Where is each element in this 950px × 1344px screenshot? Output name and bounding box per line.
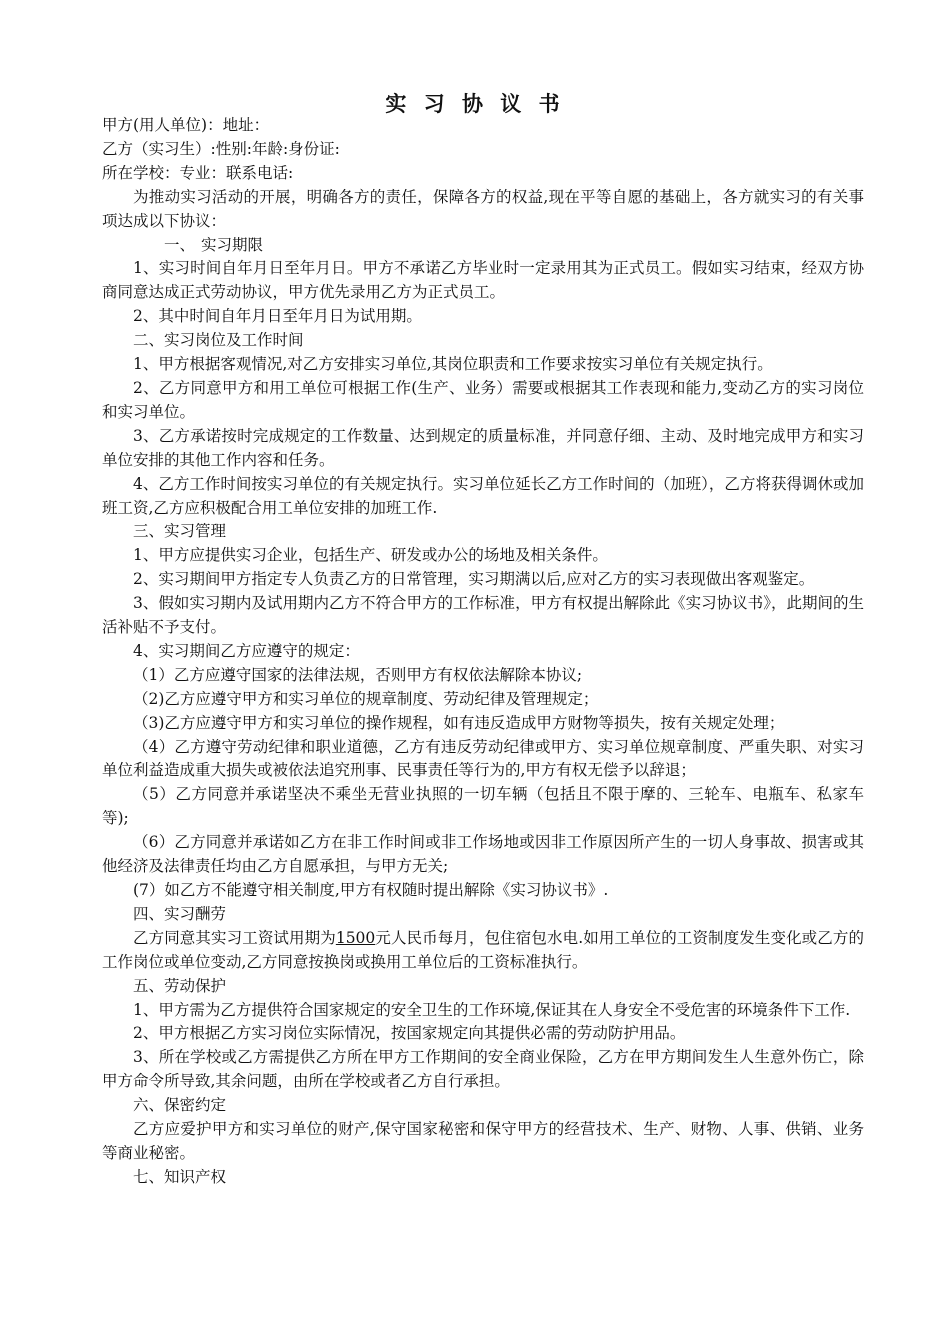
section-2-clause-2: 2、乙方同意甲方和用工单位可根据工作(生产、业务）需要或根据其工作表现和能力,变动乙方的实习岗位和实习单位。: [102, 378, 864, 421]
section-2-heading: 二、实习岗位及工作时间: [133, 331, 304, 350]
section-6-heading: 六、保密约定: [133, 1096, 227, 1115]
section-7-heading: 七、知识产权: [133, 1167, 227, 1186]
section-2-clause-3: 3、乙方承诺按时完成规定的工作数量、达到规定的质量标准，并同意仔细、主动、及时地完成甲方和实习单位安排的其他工作内容和任务。: [102, 426, 864, 469]
section-6-paragraph: 乙方应爱护甲方和实习单位的财产,保守国家秘密和保守甲方的经营技术、生产、财物、人事、供销、业务等商业秘密。: [102, 1120, 864, 1162]
section-4-heading: 四、实习酬劳: [133, 904, 227, 923]
section-5-clause-3: 3、所在学校或乙方需提供乙方所在甲方工作期间的安全商业保险，乙方在甲方期间发生人生意外伤亡，除甲方命令所导致,其余问题，由所在学校或者乙方自行承担。: [102, 1048, 864, 1091]
rule-6: （6）乙方同意并承诺如乙方在非工作时间或非工作场地或因非工作原因所产生的一切人身事故、损害或其他经济及法律责任均由乙方自愿承担，与甲方无关;: [102, 833, 864, 876]
rule-5: （5）乙方同意并承诺坚决不乘坐无营业执照的一切车辆（包括且不限于摩的、三轮车、电瓶车、私家车等);: [102, 785, 864, 828]
section-3-clause-2: 2、实习期间甲方指定专人负责乙方的日常管理，实习期满以后,应对乙方的实习表现做出客观鉴定。: [133, 570, 815, 589]
section-2-clause-1: 1、甲方根据客观情况,对乙方安排实习单位,其岗位职责和工作要求按实习单位有关规定执行。: [133, 355, 773, 374]
section-1-number: 一、: [164, 235, 196, 254]
rule-4: （4）乙方遵守劳动纪律和职业道德，乙方有违反劳动纪律或甲方、实习单位规章制度、严重失职、对实习单位利益造成重大损失或被依法追究刑事、民事责任等行为的,甲方有权无偿予以辞退；: [102, 737, 864, 780]
section-5-clause-2: 2、甲方根据乙方实习岗位实际情况，按国家规定向其提供必需的劳动防护用品。: [133, 1024, 686, 1043]
section-1-title: 实习期限: [201, 235, 264, 254]
section-3-clause-4: 4、实习期间乙方应遵守的规定：: [133, 641, 360, 660]
section-5-clause-1: 1、甲方需为乙方提供符合国家规定的安全卫生的工作环境,保证其在人身安全不受危害的环境条件下工作.: [133, 1000, 851, 1019]
rule-2: （2)乙方应遵守甲方和实习单位的规章制度、劳动纪律及管理规定；: [133, 689, 599, 708]
rule-7: (7）如乙方不能遵守相关制度,甲方有权随时提出解除《实习协议书》.: [133, 881, 609, 899]
salary-amount: 1500: [335, 928, 376, 947]
document-title: 实 习 协 议 书: [385, 91, 565, 116]
rule-1: （1）乙方应遵守国家的法律法规，否则甲方有权依法解除本协议;: [133, 665, 583, 684]
section-1-clause-1: 1、实习时间自年月日至年月日。甲方不承诺乙方毕业时一定录用其为正式员工。假如实习结束，经双方协商同意达成正式劳动协议，甲方优先录用乙方为正式员工。: [102, 259, 864, 302]
salary-text-before: 乙方同意其实习工资试用期为: [133, 928, 336, 947]
section-2-clause-4: 4、乙方工作时间按实习单位的有关规定执行。实习单位延长乙方工作时间的（加班），乙方将获得调休或加班工资,乙方应积极配合用工单位安排的加班工作.: [102, 474, 864, 517]
section-1-heading: [102, 234, 864, 258]
party-b-line: 乙方（实习生）:性别:年龄:身份证:: [102, 139, 340, 158]
document-body: [102, 114, 864, 1190]
salary-text-after: 元人民币每月，包住宿包水电.如用工单位的工资制度发生变化或乙方的工作岗位或单位变动,乙方同意按换岗或换用工单位后的工资标准执行。: [102, 928, 864, 971]
section-3-clause-1: 1、甲方应提供实习企业，包括生产、研发或办公的场地及相关条件。: [133, 546, 608, 565]
rule-3: （3)乙方应遵守甲方和实习单位的操作规程，如有违反造成甲方财物等损失，按有关规定处理；: [133, 713, 785, 732]
section-4-paragraph: [102, 927, 864, 975]
section-3-heading: 三、实习管理: [133, 522, 227, 541]
intro-paragraph: 为推动实习活动的开展，明确各方的责任，保障各方的权益,现在平等自愿的基础上，各方就实习的有关事项达成以下协议：: [102, 187, 864, 230]
party-a-line: 甲方(用人单位)：地址：: [102, 116, 270, 134]
section-5-heading: 五、劳动保护: [133, 976, 227, 995]
school-line: 所在学校：专业：联系电话:: [102, 163, 294, 182]
section-3-clause-3: 3、假如实习期内及试用期内乙方不符合甲方的工作标准，甲方有权提出解除此《实习协议书》，此期间的生活补贴不予支付。: [102, 594, 864, 637]
section-1-clause-2: 2、其中时间自年月日至年月日为试用期。: [133, 307, 422, 326]
